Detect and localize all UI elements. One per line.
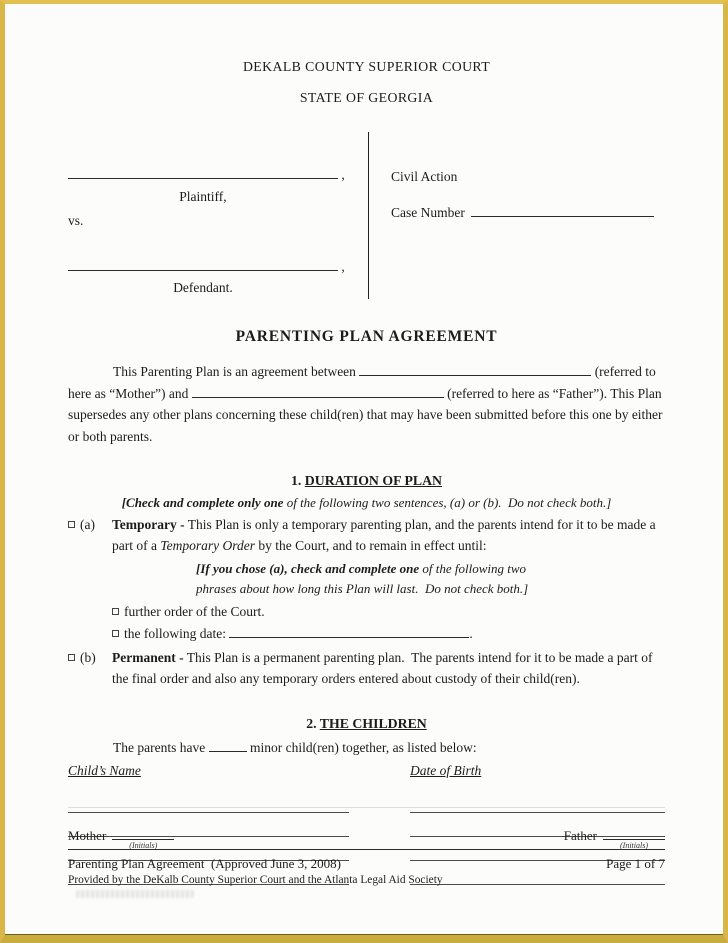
following-date-option: the following date: . (112, 623, 665, 646)
state-heading: STATE OF GEORGIA (299, 89, 434, 105)
father-initials-field (563, 825, 665, 850)
mother-initials-line[interactable] (112, 828, 174, 850)
intro-paragraph (68, 361, 665, 447)
section2-title: THE CHILDREN (319, 715, 427, 731)
initials-row (68, 825, 665, 851)
footer-page-number: Page 1 of 7 (606, 856, 665, 871)
following-date-line[interactable] (229, 625, 469, 638)
civil-action-label: Civil Action (391, 169, 458, 184)
intro-text-3: (referred to here as “Father”). This Plan supersedes any other plans concerning these child(ren) that may have been submitted before this one by either or both parents. (68, 385, 663, 444)
option-b-text: This Plan is a permanent parenting plan. The parents intend for it to be made a part of the final order and also any temporary orders entered about custody of their child(ren). (112, 649, 656, 686)
option-a-italic-phrase: Temporary Order (160, 538, 255, 553)
section1-heading (68, 470, 665, 492)
mother-initials-field (68, 825, 174, 850)
option-a-text-1: This Plan is only a temporary parenting plan, and the parents intend for it to be made a part of a (112, 516, 660, 553)
option-b-checkbox[interactable] (68, 654, 75, 661)
dob-column-header: Date of Birth (410, 762, 482, 778)
defendant-comma: , (341, 258, 345, 274)
further-order-option: further order of the Court. (112, 601, 665, 624)
case-number-line[interactable] (471, 204, 654, 217)
plaintiff-label: Plaintiff, (179, 188, 227, 204)
option-a-label: Temporary - (112, 516, 185, 532)
page-footer (68, 807, 665, 899)
option-a-text-2: by the Court, and to remain in effect until: (258, 538, 487, 553)
option-b-marker: (b) (80, 649, 96, 665)
option-a-marker: (a) (80, 516, 95, 532)
plaintiff-name-line[interactable] (68, 166, 338, 179)
plaintiff-comma: , (341, 167, 345, 182)
case-number-row (391, 202, 665, 224)
intro-text-1: This Parenting Plan is an agreement between (113, 364, 356, 379)
option-a-checkbox[interactable] (68, 521, 75, 528)
mother-label: Mother (68, 827, 107, 843)
option-b-item (68, 647, 665, 690)
option-a-item (68, 514, 665, 646)
footer-doc-title: Parenting Plan Agreement (Approved June 3, 2008) (68, 856, 341, 871)
option-a-sub-instruction: [If you chose (a), check and complete one of the following two phrases about how long this Plan will last. Do not check both.] (196, 560, 530, 596)
plaintiff-name-row (68, 164, 360, 186)
case-caption (68, 132, 665, 299)
footer-document-line (68, 855, 665, 872)
vs-label: vs. (68, 213, 84, 228)
section2-heading (68, 713, 665, 735)
defendant-label: Defendant. (173, 280, 233, 295)
intro-text-2: (referred to here as “Mother”) and (68, 364, 656, 401)
following-date-checkbox[interactable] (112, 630, 119, 637)
bottom-frame-edge (0, 934, 728, 935)
mother-name-line[interactable] (359, 363, 591, 376)
further-order-checkbox[interactable] (112, 608, 119, 615)
children-count-sentence: The parents have minor child(ren) together, as listed below: (113, 740, 477, 755)
footer-provided-by: Provided by the DeKalb County Superior Court and the Atlanta Legal Aid Society (68, 874, 443, 886)
father-label: Father (563, 827, 597, 843)
section2-number: 2. (306, 715, 317, 731)
father-initials-line[interactable] (603, 828, 665, 850)
section1-instruction: [Check and complete only one of the following two sentences, (a) or (b). Do not check both.] (121, 494, 612, 510)
option-b-label: Permanent - (112, 649, 184, 665)
father-name-line[interactable] (192, 385, 444, 398)
defendant-name-row (68, 256, 360, 278)
case-number-label: Case Number (391, 204, 465, 220)
document-title: PARENTING PLAN AGREEMENT (235, 327, 498, 345)
watermark (76, 890, 194, 898)
defendant-name-line[interactable] (68, 258, 338, 271)
child-name-column-header: Child’s Name (68, 762, 141, 778)
footer-faint-rule (68, 807, 665, 808)
children-count-line[interactable] (209, 739, 247, 752)
section1-title: DURATION OF PLAN (304, 473, 442, 488)
father-initials-caption: (Initials) (620, 840, 648, 850)
section1-number: 1. (290, 473, 302, 488)
mother-initials-caption: (Initials) (129, 840, 158, 850)
court-name-heading: DEKALB COUNTY SUPERIOR COURT (242, 59, 491, 74)
